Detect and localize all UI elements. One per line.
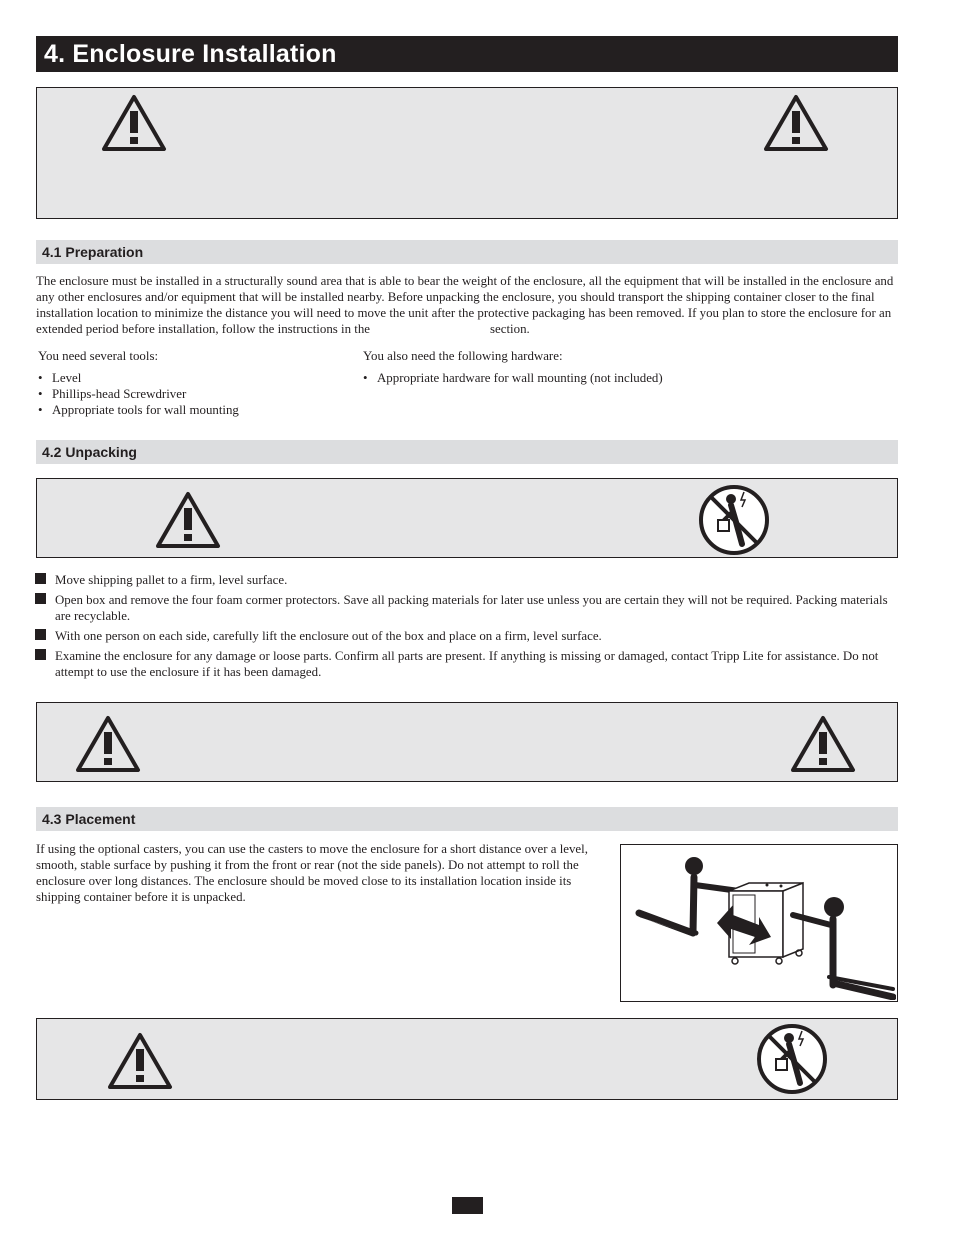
placement-illustration xyxy=(620,844,898,1002)
warning-triangle-icon xyxy=(763,94,829,152)
placement-paragraph: If using the optional casters, you can use the casters to move the enclosure for a short distance over a level, smooth, stable surface by pushing it from the front or rear (not the side panels). Do not attempt to roll the enclosure over long distances. The enclosure should be moved close to its installation location inside its shipping container before it is unpacked. xyxy=(36,842,588,904)
list-item: • Level xyxy=(38,370,338,386)
warning-box-unpacking xyxy=(36,478,898,558)
list-item: • Appropriate hardware for wall mounting (not included) xyxy=(363,370,763,386)
list-item: Examine the enclosure for any damage or loose parts. Confirm all parts are present. If anything is missing or damaged, contact Tripp Lite for assistance. Do not attempt to use the enclosure if it has been damaged. xyxy=(35,648,897,680)
square-bullet-icon xyxy=(35,629,46,640)
warning-box-unpacking-followup xyxy=(36,702,898,782)
list-item: With one person on each side, carefully lift the enclosure out of the box and place on a firm, level surface. xyxy=(35,628,897,644)
preparation-paragraph xyxy=(36,273,896,337)
list-item: Open box and remove the four foam cormer protectors. Save all packing materials for later use unless you are certain they will not be required. Packing materials are recyclable. xyxy=(35,592,897,624)
list-item: Move shipping pallet to a firm, level surface. xyxy=(35,572,897,588)
hardware-list xyxy=(363,370,763,386)
square-bullet-icon xyxy=(35,573,46,584)
section-unpacking-header xyxy=(36,440,898,464)
unpacking-steps xyxy=(35,572,897,680)
page-number-block xyxy=(452,1197,483,1214)
tools-intro: You need several tools: xyxy=(38,349,159,363)
preparation-text: The enclosure must be installed in a structurally sound area that is able to bear the weight of the enclosure, all the equipment that will be installed in the enclosure and any other enclosures and/or equipment that will be installed nearby. Before unpacking the enclosure, you should transport the shipping container closer to the final installation location to minimize the distance you will need to move the unit after the protective packaging has been removed. If you plan to store the enclosure for an extended period before installation, follow the instructions in the xyxy=(36,274,894,336)
warning-triangle-icon xyxy=(790,715,856,773)
two-people-moving-enclosure-illustration xyxy=(621,845,896,1000)
tools-column xyxy=(38,348,338,418)
hardware-intro: You also need the following hardware: xyxy=(363,349,563,363)
section-heading: 4.2 Unpacking xyxy=(42,444,137,460)
warning-box-placement xyxy=(36,1018,898,1100)
warning-triangle-icon xyxy=(155,491,221,549)
warning-box-general xyxy=(36,87,898,219)
section-heading: 4.3 Placement xyxy=(42,811,136,827)
section-placement-header xyxy=(36,807,898,831)
page-title: 4. Enclosure Installation xyxy=(44,40,337,68)
no-single-person-lift-icon xyxy=(698,484,770,556)
title-bar xyxy=(36,36,898,72)
square-bullet-icon xyxy=(35,593,46,604)
hardware-column xyxy=(363,348,763,386)
list-item: • Appropriate tools for wall mounting xyxy=(38,402,338,418)
section-heading: 4.1 Preparation xyxy=(42,244,144,260)
warning-triangle-icon xyxy=(107,1032,173,1090)
warning-triangle-icon xyxy=(75,715,141,773)
no-single-person-lift-icon xyxy=(756,1023,828,1095)
warning-triangle-icon xyxy=(101,94,167,152)
list-item: • Phillips-head Screwdriver xyxy=(38,386,338,402)
square-bullet-icon xyxy=(35,649,46,660)
preparation-text-end: section. xyxy=(490,322,530,336)
tools-list xyxy=(38,370,338,418)
section-preparation-header xyxy=(36,240,898,264)
